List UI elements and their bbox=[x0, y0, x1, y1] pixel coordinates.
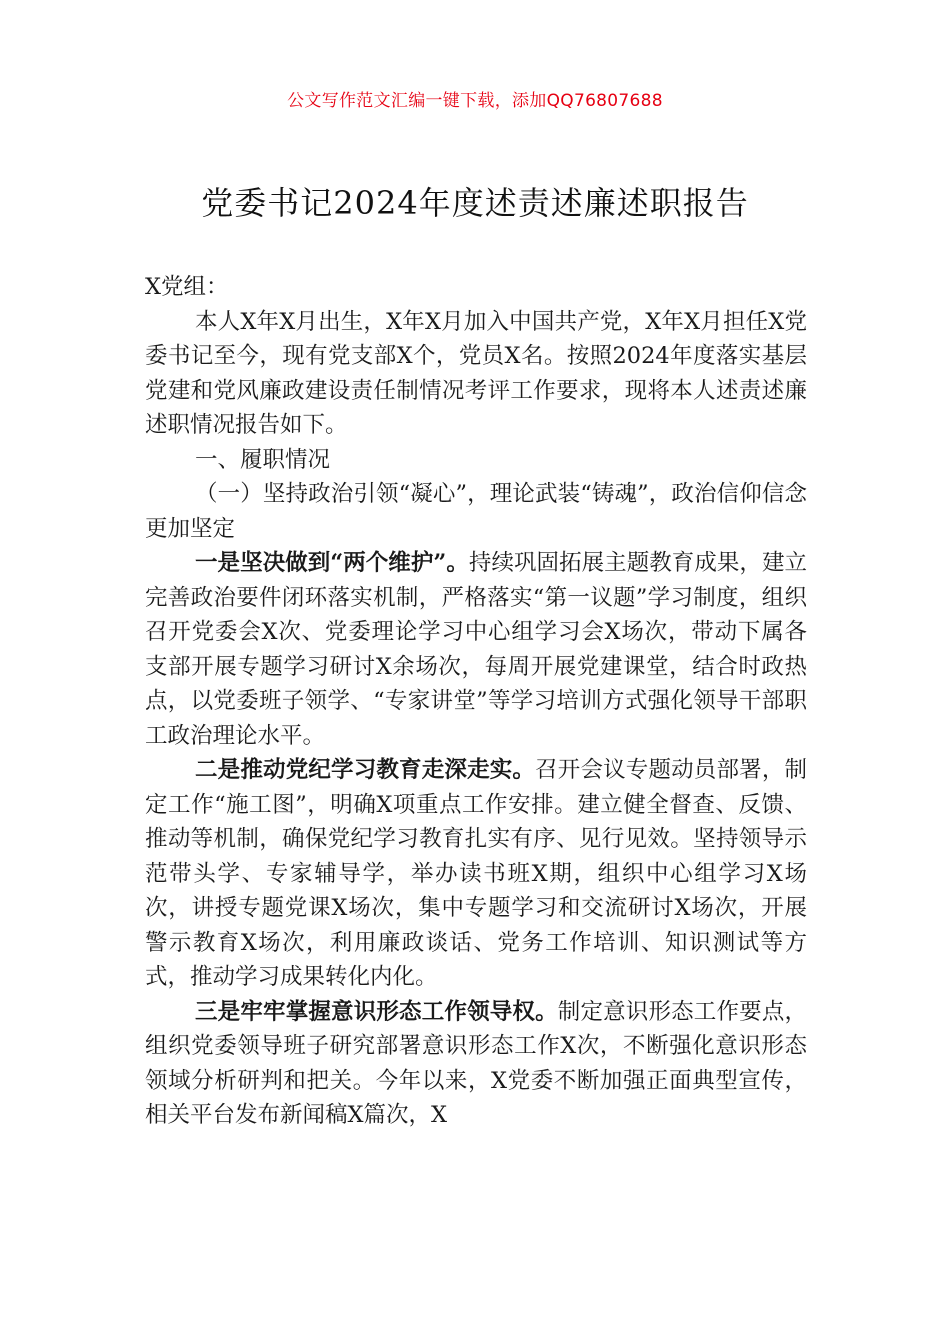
paragraph-point-1 bbox=[145, 546, 807, 753]
paragraph-text: （一）坚持政治引领“凝心”，理论武装“铸魂”，政治信仰信念更加坚定 bbox=[145, 481, 807, 542]
paragraph-lead: 二是推动党纪学习教育走深走实。 bbox=[195, 757, 536, 783]
section-heading bbox=[145, 443, 807, 478]
paragraph-text: 一、履职情况 bbox=[195, 446, 331, 473]
paragraph-text: 持续巩固拓展主题教育成果，建立完善政治要件闭环落实机制，严格落实“第一议题”学习制度，组织召开党委会X次、党委理论学习中心组学习会X场次，带动下属各支部开展专题学习研讨X余场次，每周开展党建课堂，结合时政热点，以党委班子领学、“专家讲堂”等学习培训方式强化领导干部职工政治理论水平。 bbox=[145, 550, 807, 749]
paragraph-point-2 bbox=[145, 753, 807, 995]
document-title: 党委书记2024年度述责述廉述职报告 bbox=[201, 184, 749, 222]
paragraph-lead: 一是坚决做到“两个维护”。 bbox=[195, 550, 469, 576]
salutation: X党组： bbox=[145, 274, 229, 300]
paragraph-text: 制定意识形态工作要点，组织党委领导班子研究部署意识形态工作X次，不断强化意识形态领域分析研判和把关。今年以来，X党委不断加强正面典型宣传，相关平台发布新闻稿X篇次，X bbox=[145, 998, 807, 1128]
subsection-heading bbox=[145, 477, 807, 546]
paragraph-point-3 bbox=[145, 995, 807, 1133]
paragraph-lead: 三是牢牢掌握意识形态工作领导权。 bbox=[195, 998, 558, 1025]
paragraph-text: 本人X年X月出生，X年X月加入中国共产党，X年X月担任X党委书记至今，现有党支部X个，党员X名。按照2024年度落实基层党建和党风廉政建设责任制情况考评工作要求，现将本人述责述廉述职情况报告如下。 bbox=[145, 308, 807, 438]
paragraph-intro bbox=[145, 305, 807, 443]
paragraph-text: 召开会议专题动员部署，制定工作“施工图”，明确X项重点工作安排。建立健全督查、反馈、推动等机制，确保党纪学习教育扎实有序、见行见效。坚持领导示范带头学、专家辅导学，举办读书班X期，组织中心组学习X场次，讲授专题党课X场次，集中专题学习和交流研讨X场次，开展警示教育X场次，利用廉政谈话、党务工作培训、知识测试等方式，推动学习成果转化内化。 bbox=[145, 757, 807, 990]
download-note: 公文写作范文汇编一键下载，添加QQ76807688 bbox=[287, 91, 663, 111]
document-body bbox=[145, 270, 807, 1133]
